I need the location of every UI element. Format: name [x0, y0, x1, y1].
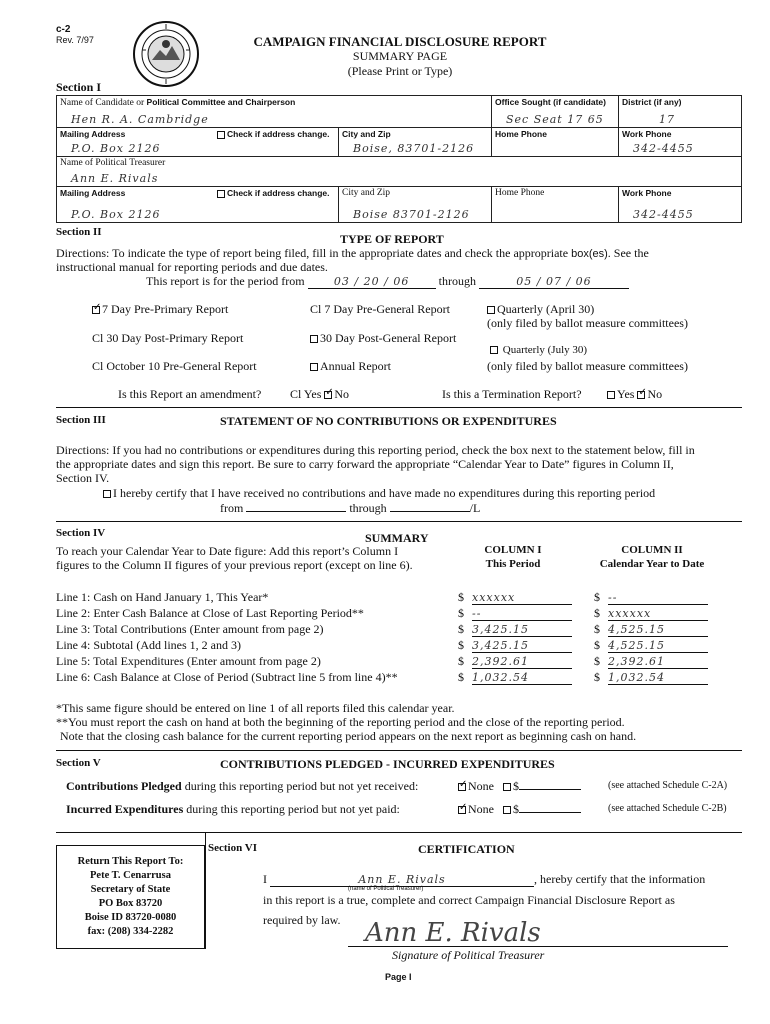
- section-5-title: CONTRIBUTIONS PLEDGED - INCURRED EXPENDITURES: [220, 757, 555, 771]
- column-2-value[interactable]: $ 1,032.54: [594, 670, 708, 685]
- incurred-options[interactable]: ✓ None $: [458, 802, 581, 817]
- treasurer-signature[interactable]: Ann E. Rivals: [365, 918, 541, 948]
- district-value: 17: [659, 113, 675, 126]
- column-2-value[interactable]: $ 4,525.15: [594, 638, 708, 653]
- column-1-value[interactable]: $ 3,425.15: [458, 622, 572, 637]
- checkbox-checked-icon[interactable]: [458, 783, 466, 791]
- section-3-title: STATEMENT OF NO CONTRIBUTIONS OR EXPENDITURES: [220, 414, 557, 428]
- checkbox-checked-icon[interactable]: [324, 391, 332, 399]
- return-address-line: Boise ID 83720-0080: [84, 912, 177, 923]
- schedule-a-note: (see attached Schedule C-2A): [608, 780, 728, 791]
- termination-options[interactable]: Yes ✓ No: [607, 387, 662, 402]
- checkbox-icon[interactable]: [310, 335, 318, 343]
- column-2-heading: COLUMN II: [621, 544, 683, 556]
- address-change-checkbox[interactable]: [217, 131, 225, 139]
- work-phone-cell[interactable]: [618, 127, 742, 157]
- section-2-title: TYPE OF REPORT: [340, 232, 444, 246]
- home-phone-label: Home Phone: [495, 129, 547, 139]
- summary-line-label: Line 3: Total Contributions (Enter amount from page 2): [56, 622, 324, 636]
- candidate-name-cell[interactable]: [56, 95, 492, 128]
- signature-caption: Signature of Political Treasurer: [392, 948, 545, 962]
- no-activity-certify[interactable]: I hereby certify that I have received no contributions and have made no expenditures during this reporting period: [103, 486, 655, 501]
- work-phone2-cell[interactable]: [618, 186, 742, 223]
- state-seal-icon: [132, 20, 200, 88]
- office-sought-cell[interactable]: [491, 95, 619, 128]
- opt-7day-general[interactable]: Cl 7 Day Pre-General Report: [310, 302, 450, 316]
- return-address-line: fax: (208) 334-2282: [87, 926, 174, 937]
- section-3-directions-3: Section IV.: [56, 471, 110, 485]
- work-phone-value: 342-4455: [633, 142, 694, 155]
- section-3-heading: Section III: [56, 414, 106, 426]
- column-2-value[interactable]: $ xxxxxx: [594, 606, 708, 621]
- divider: [56, 521, 742, 522]
- note-3: Note that the closing cash balance for the current reporting period appears on the next report as beginning cash on hand.: [60, 729, 637, 743]
- section-1-heading: Section I: [56, 80, 101, 94]
- opt-30day-general[interactable]: 30 Day Post-General Report: [310, 331, 456, 346]
- opt-october[interactable]: Cl October 10 Pre-General Report: [92, 359, 257, 373]
- treasurer-value: Ann E. Rivals: [71, 172, 159, 185]
- address-change-label: Check if address change.: [227, 129, 330, 139]
- mailing-value: P.O. Box 2126: [71, 142, 161, 155]
- section-4-intro-1: To reach your Calendar Year to Date figure: Add this report’s Column I: [56, 544, 399, 558]
- opt-quarterly-july[interactable]: Quarterly (July 30): [490, 344, 587, 356]
- return-address-box: [56, 845, 205, 949]
- column-1-value[interactable]: $ 2,392.61: [458, 654, 572, 669]
- checkbox-icon[interactable]: [490, 346, 498, 354]
- column-1-subheading: This Period: [485, 558, 541, 570]
- summary-line-label: Line 1: Cash on Hand January 1, This Year*: [56, 590, 269, 604]
- return-address-line: Pete T. Cenarrusa: [90, 870, 171, 881]
- certification-line-2: in this report is a true, complete and correct Campaign Financial Disclosure Report as: [263, 893, 675, 907]
- mailing2-value: P.O. Box 2126: [71, 208, 161, 221]
- city-value: Boise, 83701-2126: [353, 142, 475, 155]
- checkbox-icon[interactable]: [607, 391, 615, 399]
- return-address-line: Return This Report To:: [77, 856, 184, 867]
- work-phone2-value: 342-4455: [633, 208, 694, 221]
- period-from-input[interactable]: 03 / 20 / 06: [308, 275, 436, 289]
- page-subtitle: SUMMARY PAGE: [352, 49, 448, 63]
- form-revision: Rev. 7/97: [56, 35, 94, 45]
- mailing-label: Mailing Address: [60, 129, 126, 139]
- signature-line: [348, 946, 728, 947]
- section-4-title: SUMMARY: [365, 531, 429, 545]
- city2-value: Boise 83701-2126: [353, 208, 470, 221]
- divider: [56, 832, 742, 833]
- divider: [56, 407, 742, 408]
- mailing2-label: Mailing Address: [60, 188, 126, 198]
- period-to-input[interactable]: 05 / 07 / 06: [479, 275, 629, 289]
- certification-line-1: I Ann E. Rivals , hereby certify that the information: [263, 872, 706, 886]
- amendment-question: Is this Report an amendment?: [118, 387, 262, 401]
- summary-line-label: Line 5: Total Expenditures (Enter amount from page 2): [56, 654, 321, 668]
- checkbox-icon[interactable]: [310, 363, 318, 371]
- checkbox-checked-icon[interactable]: [92, 306, 100, 314]
- termination-question: Is this a Termination Report?: [442, 387, 582, 401]
- section-5-heading: Section V: [56, 757, 101, 769]
- amendment-options[interactable]: Cl Yes ✓ No: [290, 387, 349, 402]
- incurred-row: Incurred Expenditures during this reporting period but not yet paid:: [66, 802, 400, 816]
- ballot-note-2: (only filed by ballot measure committees): [487, 359, 688, 373]
- section-4-intro-2: figures to the Column II figures of your previous report (except on line 6).: [56, 558, 413, 572]
- mailing-address-cell[interactable]: [56, 127, 339, 157]
- work-phone2-label: Work Phone: [622, 188, 672, 198]
- return-address-line: PO Box 83720: [98, 898, 163, 909]
- treasurer-name-cell[interactable]: [56, 156, 742, 187]
- checkbox-checked-icon[interactable]: [637, 391, 645, 399]
- section-6-title: CERTIFICATION: [418, 842, 515, 856]
- candidate-name-value: Hen R. A. Cambridge: [71, 113, 209, 126]
- form-id: c-2: [56, 24, 71, 35]
- treasurer-name-input[interactable]: Ann E. Rivals: [270, 873, 534, 887]
- return-address-line: Secretary of State: [90, 884, 171, 895]
- report-period: This report is for the period from 03 / 20 / 06 through 05 / 07 / 06: [146, 274, 629, 289]
- divider: [205, 832, 206, 949]
- section-2-directions-2: instructional manual for reporting periods and due dates.: [56, 260, 328, 274]
- ballot-note: (only filed by ballot measure committees): [487, 316, 688, 330]
- section-4-heading: Section IV: [56, 527, 106, 539]
- section-2-heading: Section II: [56, 226, 102, 238]
- section-2-directions: Directions: To indicate the type of report being filed, fill in the appropriate dates and check the appropriate box(es). See the: [56, 246, 649, 260]
- candidate-label-a: Name of Candidate or: [60, 98, 147, 108]
- district-label: District (if any): [622, 97, 682, 107]
- home-phone-cell[interactable]: [491, 127, 619, 157]
- note-2: **You must report the cash on hand at both the beginning of the reporting period and the close of the reporting period.: [56, 715, 625, 729]
- page-number: Page I: [385, 972, 412, 982]
- office-label: Office Sought (if candidate): [495, 97, 606, 107]
- pledged-options[interactable]: ✓ None $: [458, 779, 581, 794]
- no-activity-dates[interactable]: from through /L: [220, 501, 481, 515]
- opt-30day-primary[interactable]: Cl 30 Day Post-Primary Report: [92, 331, 244, 345]
- office-value: Sec Seat 17 65: [506, 113, 604, 126]
- treasurer-mailing-cell[interactable]: [56, 186, 339, 223]
- opt-7day-primary[interactable]: ✓7 Day Pre-Primary Report: [92, 302, 228, 317]
- column-1-value[interactable]: $ --: [458, 606, 572, 621]
- city-zip-cell[interactable]: [338, 127, 492, 157]
- column-1-value[interactable]: $ 3,425.15: [458, 638, 572, 653]
- section-6-heading: Section VI: [208, 842, 257, 854]
- checkbox-icon[interactable]: [103, 490, 111, 498]
- home-phone2-cell[interactable]: [491, 186, 619, 223]
- checkbox-checked-icon[interactable]: [458, 806, 466, 814]
- name-caption: (name of Political Treasurer): [348, 886, 424, 892]
- city2-label: City and Zip: [342, 188, 391, 198]
- column-2-subheading: Calendar Year to Date: [599, 558, 705, 570]
- city-label: City and Zip: [342, 129, 391, 139]
- certification-line-3: required by law.: [263, 913, 341, 927]
- summary-line-label: Line 4: Subtotal (Add lines 1, 2 and 3): [56, 638, 241, 652]
- district-cell[interactable]: [618, 95, 742, 128]
- print-instruction: (Please Print or Type): [347, 64, 453, 78]
- address-change2-label: Check if address change.: [227, 188, 330, 198]
- column-2-value[interactable]: $ 2,392.61: [594, 654, 708, 669]
- column-1-heading: COLUMN I: [484, 544, 542, 556]
- city-zip2-cell[interactable]: [338, 186, 492, 223]
- page-title: CAMPAIGN FINANCIAL DISCLOSURE REPORT: [253, 34, 547, 49]
- opt-annual[interactable]: Annual Report: [310, 359, 391, 374]
- work-phone-label: Work Phone: [622, 129, 672, 139]
- checkbox-icon[interactable]: [503, 806, 511, 814]
- summary-line-label: Line 6: Cash Balance at Close of Period (Subtract line 5 from line 4)**: [56, 670, 398, 684]
- home-phone2-label: Home Phone: [495, 188, 545, 198]
- summary-line-label: Line 2: Enter Cash Balance at Close of Last Reporting Period**: [56, 606, 364, 620]
- checkbox-icon[interactable]: [503, 783, 511, 791]
- divider: [56, 750, 742, 751]
- column-2-value[interactable]: $ 4,525.15: [594, 622, 708, 637]
- opt-quarterly-april[interactable]: Quarterly (April 30): [487, 302, 594, 317]
- candidate-label-b: Political Committee and Chairperson: [146, 97, 296, 107]
- treasurer-label: Name of Political Treasurer: [60, 158, 166, 168]
- column-2-value[interactable]: $ --: [594, 590, 708, 605]
- pledged-row: Contributions Pledged during this reporting period but not yet received:: [66, 779, 419, 793]
- column-1-value[interactable]: $ 1,032.54: [458, 670, 572, 685]
- schedule-b-note: (see attached Schedule C-2B): [608, 803, 727, 814]
- checkbox-icon[interactable]: [487, 306, 495, 314]
- address-change2-checkbox[interactable]: [217, 190, 225, 198]
- section-3-directions-1: Directions: If you had no contributions or expenditures during this reporting period, check the box next to the statement below, fill in: [56, 443, 695, 457]
- column-1-value[interactable]: $ xxxxxx: [458, 590, 572, 605]
- section-3-directions-2: the appropriate dates and sign this report. Be sure to carry forward the appropriate “Calendar Year to Date” figures in Column II,: [56, 457, 674, 471]
- note-1: *This same figure should be entered on line 1 of all reports filed this calendar year.: [56, 701, 455, 715]
